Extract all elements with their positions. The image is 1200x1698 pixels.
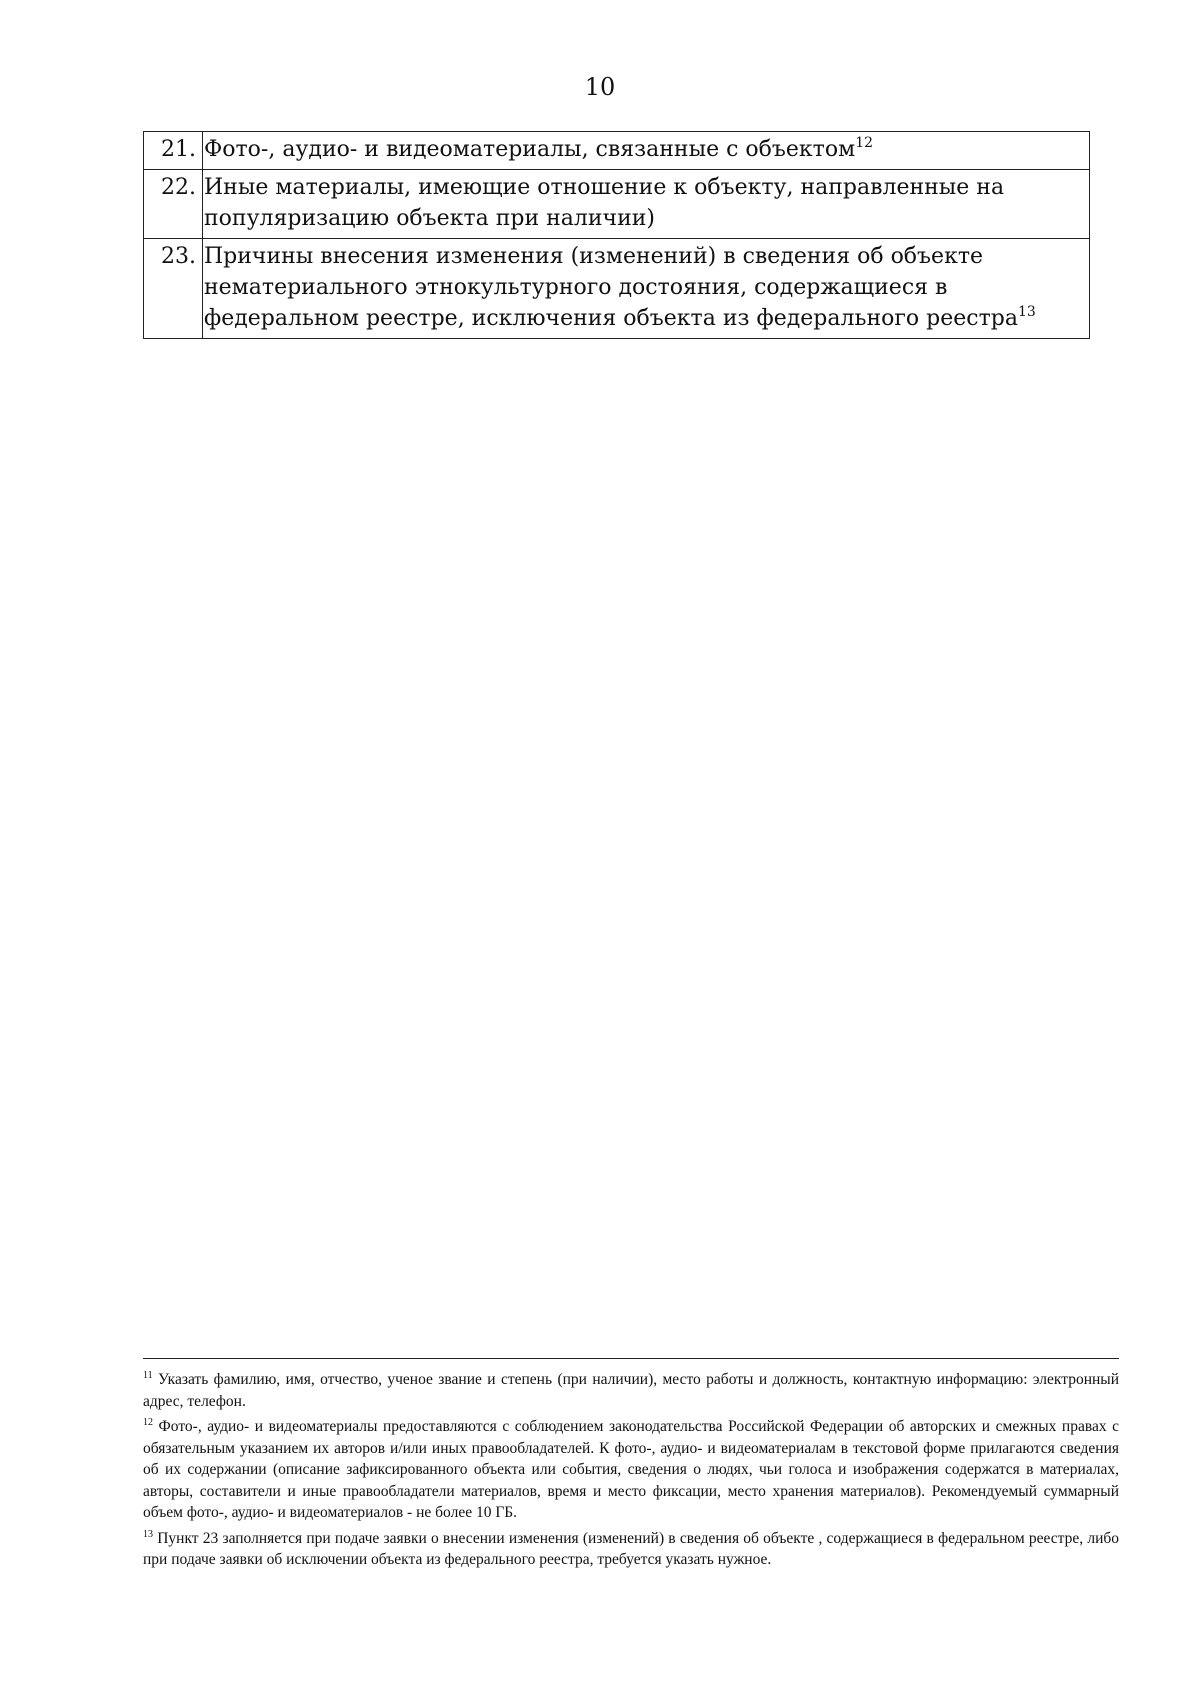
row-text-cell: [203, 170, 1090, 239]
footnote-ref: 13: [1017, 304, 1036, 320]
row-number: 21.: [144, 132, 203, 170]
footnote-ref: 12: [855, 135, 874, 151]
row-text: Иные материалы, имеющие отношение к объекту, направленные на популяризацию объекта при наличии): [204, 175, 1005, 231]
footnote-text: Указать фамилию, имя, отчество, ученое звание и степень (при наличии), место работы и должность, контактную информацию: электронный адрес, телефон.: [143, 1371, 1119, 1410]
row-text: Фото-, аудио- и видеоматериалы, связанные с объектом: [204, 137, 856, 162]
row-number: 22.: [144, 170, 203, 239]
page-number: 10: [584, 73, 616, 101]
items-table: [143, 131, 1090, 339]
footnote-mark: 13: [143, 1528, 153, 1540]
table-row-22: [144, 170, 1090, 239]
footnote-mark: 12: [143, 1417, 153, 1428]
footnote-13: [143, 1528, 1119, 1571]
row-number: 23.: [144, 239, 203, 339]
row-text-cell: [203, 239, 1090, 339]
footnotes-section: [143, 1358, 1119, 1575]
table-row-23: [144, 239, 1090, 339]
row-text: Причины внесения изменения (изменений) в сведения об объекте нематериального этнокультурного достояния, содержащиеся в федеральном реестре, исключения объекта из федерального реестра: [204, 244, 1018, 331]
table-row-21: [144, 132, 1090, 170]
row-text-cell: [203, 132, 1090, 170]
footnote-12: [143, 1416, 1119, 1524]
footnote-text: Фото-, аудио- и видеоматериалы предоставляются с соблюдением законодательства Российской Федерации об авторских и смежных правах с обязательным указанием их авторов и/или иных правообладателей. К фото-, аудио- и видеоматериалам в текстовой форме прилагаются сведения об их содержании (описание зафиксированного объекта или события, сведения о людях, чьи голоса и изображения содержатся в материалах, авторы, составители и иные правообладатели материалов, время и место фиксации, место хранения материалов). Рекомендуемый суммарный объем фото-, аудио- и видеоматериалов - не более 10 ГБ.: [143, 1418, 1120, 1521]
footnote-mark: 11: [143, 1370, 153, 1381]
footnote-11: [143, 1369, 1119, 1412]
footnote-text: Пункт 23 заполняется при подаче заявки о внесении изменения (изменений) в сведения об объекте , содержащиеся в федеральном реестре, либо при подаче заявки об исключении объекта из федерального реестра, требуется указать нужное.: [143, 1529, 1120, 1568]
